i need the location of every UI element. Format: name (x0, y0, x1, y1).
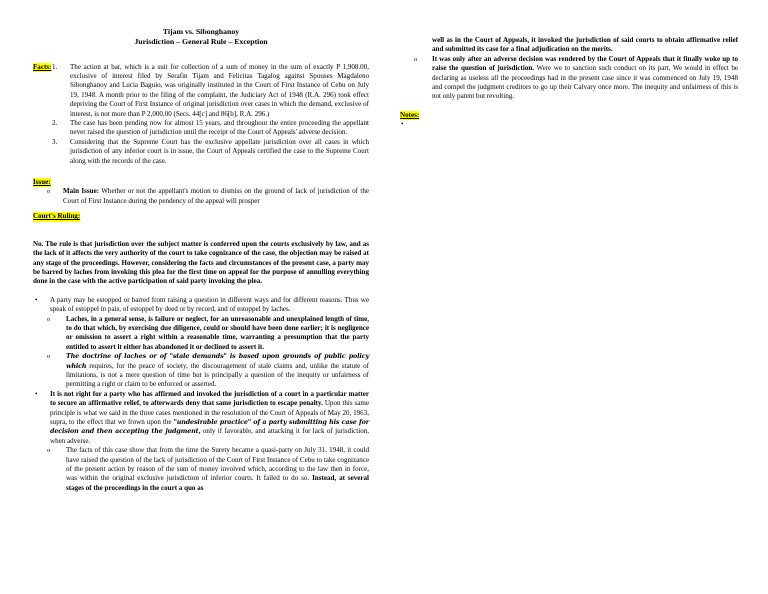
ruling-subbullet: o The doctrine of laches or of "stale demands" is based upon grounds of public policy which requires, for the peace of society, the discouragement of stale claims and, unlike the statute of limitations, is not a mere question of time but is principally a question of the inequity or unfairness of permitting a right or claim to be enforced or asserted. (47, 352, 369, 389)
case-title: Tijam vs. Sibonghanoy (162, 27, 240, 36)
notes-bullet: • (401, 120, 404, 129)
issue-lead: Main Issue: (63, 187, 100, 196)
ruling-section (33, 212, 369, 493)
case-subtitle: Jurisdiction – General Rule – Exception (134, 36, 268, 46)
facts-item: 3. Considering that the Supreme Court has the exclusive appellate jurisdiction over all cases in which jurisdiction of any inferior court is in issue, the Court of Appeals certified the case to the Supreme Court along with the records of the case. (52, 137, 369, 165)
issue-label: Issue: (33, 178, 51, 187)
ruling-subbullet: o Laches, in a general sense, is failure or neglect, for an unreasonable and unexplained length of time, to do that which, by exercising due diligence, could or should have been done earlier; it is negligence or omission to assert a right within a reasonable time, warranting a presumption that the party entitled to assert it either has abandoned it or declined to assert it. (47, 314, 369, 351)
ruling-subbullet: o It was only after an adverse decision was rendered by the Court of Appeals that it finally woke up to raise the question of jurisdiction. Were we to sanction such conduct on its part, We would in effect be declaring as useless all the proceedings had in the present case since it was commenced on July 19, 1948 and compel the judgment creditors to go up their Calvary once more. The inequity and unfairness of this is not only patent but revolting. (414, 54, 738, 101)
notes-label: Notes: (400, 110, 420, 119)
ruling-continuation: well as in the Court of Appeals, it invoked the jurisdiction of said courts to obtain affirmative relief and submitted its case for a final adjudication on the merits. (432, 36, 738, 54)
ruling-main: No. The rule is that jurisdiction over the subject matter is conferred upon the courts exclusively by law, and as the lack of it affects the very authority of the court to take cognizance of the case, the objection may be raised at any stage of the proceedings. However, considering the facts and circumstances of the present case, a party may be barred by laches from invoking this plea for the first time on appeal for the purpose of annulling everything done in the case with the active participation of said party invoking the plea. (33, 239, 369, 286)
issue-item: o Main Issue: Whether or not the appellant's motion to dismiss on the ground of lack of jurisdiction of the Court of First Instance during the pendency of the appeal will prosper (47, 187, 369, 205)
facts-list (33, 63, 369, 166)
ruling-bullet: • A party may be estopped or barred from raising a question in different ways and for different reasons. Thus we speak of estoppel in pais, of estoppel by deed or by record, and of estoppel by laches. (35, 295, 369, 314)
right-column (400, 0, 738, 130)
notes-section (400, 111, 738, 130)
issue-section (33, 178, 369, 206)
facts-label: Facts: (33, 62, 52, 71)
issue-text: Whether or not the appellant's motion to dismiss on the ground of lack of jurisdiction of the Court of First Instance during the pendency of the appeal will prosper (63, 187, 369, 205)
ruling-bullet: • It is not right for a party who has affirmed and invoked the jurisdiction of a court in a particular matter to secure an affirmative relief, to afterwards deny that same jurisdiction to escape penalty. Upon this same principle is what we said in the three cases mentioned in the resolution of the Court of Appeals of May 20, 1963, supra, to the effect that we frown upon the "undesirable practice" of a party submitting his case for decision and then accepting the judgment, only if favorable, and attacking it for lack of jurisdiction, when adverse. (35, 389, 370, 445)
facts-item: 2. The case has been pending now for almost 15 years, and throughout the entire proceeding the appellant never raised the question of jurisdiction until the receipt of the Court of Appeals' adverse decision. (52, 119, 369, 137)
facts-item: 1. The action at bar, which is a suit for collection of a sum of money in the sum of exactly P 1,908.00, exclusive of interest filed by Serafin Tijam and Felicitas Tagalog against Spouses Magdaleno Sibonghanoy and Lucia Baguio, was originally instituted in the Court of First Instance of Cebu on July 19, 1948. A month prior to the filing of the complaint, the Judiciary Act of 1948 (R.A. 296) took effect depriving the Court of First Instance of original jurisdiction over cases in which the demand, exclusive of interest, is not more than P 2,000.00 (Secs. 44[c] and 86[b], R.A. 296.) (52, 62, 369, 118)
ruling-subbullet: o The facts of this case show that from the time the Surety became a quasi-party on July 31, 1948, it could have raised the question of the lack of jurisdiction of the Court of First Instance of Cebu to take cognizance of the present action by reason of the sum of money involved which, according to the law then in force, was within the original exclusive jurisdiction of inferior courts. It failed to do so. Instead, at several stages of the proceedings in the court a quo as (47, 446, 369, 492)
ruling-label: Court's Ruling: (33, 212, 81, 221)
left-column (33, 0, 369, 493)
facts-section (33, 63, 369, 166)
